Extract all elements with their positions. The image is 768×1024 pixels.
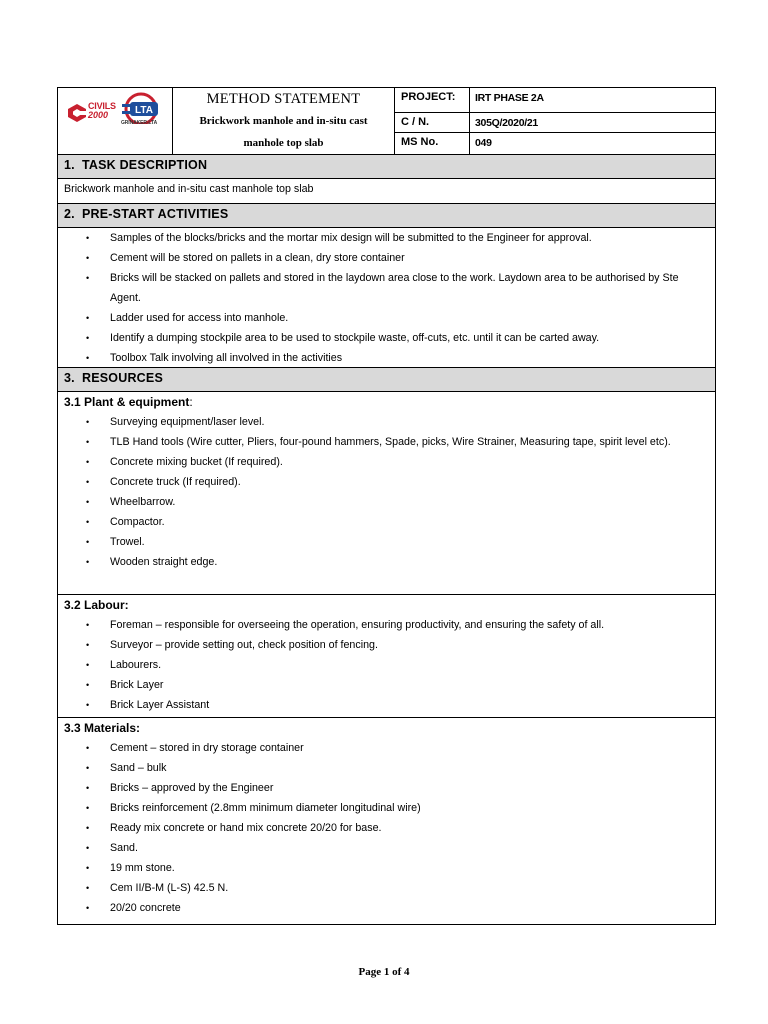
- list-item: • Compactor.: [58, 512, 715, 532]
- civils-2000-logo-icon: [66, 103, 88, 123]
- section-number: 3.: [64, 371, 75, 385]
- document-header: [58, 88, 715, 155]
- project-row: [395, 88, 715, 113]
- materials-heading: 3.3 Materials:: [64, 721, 141, 735]
- svg-text:LTA: LTA: [135, 105, 153, 116]
- list-item: • Bricks will be stacked on pallets and stored in the laydown area close to the work. Laydown area to be authorised by Ste Agent.: [58, 268, 715, 308]
- list-item: • Ladder used for access into manhole.: [58, 308, 715, 328]
- list-item: • Bricks – approved by the Engineer: [58, 778, 715, 798]
- list-item: • Brick Layer: [58, 675, 715, 695]
- plant-equipment-block: [58, 392, 715, 595]
- list-item: • Sand – bulk: [58, 758, 715, 778]
- materials-block: [58, 718, 715, 924]
- list-item: • Surveyor – provide setting out, check position of fencing.: [58, 635, 715, 655]
- section-title: RESOURCES: [82, 371, 163, 385]
- civils-logo-year: 2000: [88, 110, 109, 120]
- contract-value: 305Q/2020/21: [475, 117, 538, 129]
- list-item: • Wheelbarrow.: [58, 492, 715, 512]
- section-title: PRE-START ACTIVITIES: [82, 207, 229, 221]
- section-number: 2.: [64, 207, 75, 221]
- contract-row: [395, 113, 715, 133]
- list-item: • Identify a dumping stockpile area to be used to stockpile waste, off-cuts, etc. until it can be carted away.: [58, 328, 715, 348]
- list-item: • 20/20 concrete: [58, 898, 715, 918]
- grinaker-logo-caption: GRINAKER-LTA: [121, 120, 158, 126]
- ms-number-value: 049: [475, 137, 492, 149]
- list-item: • Trowel.: [58, 532, 715, 552]
- subtitle-line-1: Brickwork manhole and in-situ cast: [199, 115, 368, 127]
- plant-equipment-heading: 3.1 Plant & equipment:: [64, 395, 193, 409]
- project-value: IRT PHASE 2A: [475, 92, 544, 104]
- list-item: • Cem II/B-M (L-S) 42.5 N.: [58, 878, 715, 898]
- ms-number-label: MS No.: [395, 133, 470, 154]
- labour-block: [58, 595, 715, 718]
- company-logos: [58, 88, 173, 154]
- civils-logo-text: CIVILS: [88, 101, 116, 111]
- list-item: • Ready mix concrete or hand mix concrete 20/20 for base.: [58, 818, 715, 838]
- plant-equipment-list: [58, 412, 715, 572]
- page-footer: Page 1 of 4: [358, 966, 410, 978]
- task-description-text: Brickwork manhole and in-situ cast manhole top slab: [58, 180, 715, 204]
- method-statement-document: [57, 87, 716, 925]
- list-item: • Sand.: [58, 838, 715, 858]
- subtitle-line-2: manhole top slab: [243, 137, 324, 149]
- pre-start-list: [58, 228, 715, 368]
- ms-number-row: [395, 133, 715, 154]
- list-item: • Samples of the blocks/bricks and the mortar mix design will be submitted to the Engineer for approval.: [58, 228, 715, 248]
- pre-start-list-block: [58, 228, 715, 368]
- list-item: • Concrete mixing bucket (If required).: [58, 452, 715, 472]
- labour-heading: 3.2 Labour:: [64, 598, 129, 612]
- document-title: METHOD STATEMENT: [206, 91, 361, 107]
- section-pre-start-header: [58, 204, 715, 228]
- section-resources-header: [58, 368, 715, 392]
- list-item: • Cement will be stored on pallets in a clean, dry store container: [58, 248, 715, 268]
- title-cell: [173, 88, 395, 154]
- list-item: • Foreman – responsible for overseeing the operation, ensuring productivity, and ensuring the safety of all.: [58, 615, 715, 635]
- list-item: • TLB Hand tools (Wire cutter, Pliers, four-pound hammers, Spade, picks, Wire Strainer, Measuring tape, spirit level etc).: [58, 432, 715, 452]
- list-item: • Bricks reinforcement (2.8mm minimum diameter longitudinal wire): [58, 798, 715, 818]
- section-title: TASK DESCRIPTION: [82, 158, 208, 172]
- section-task-description-header: [58, 155, 715, 179]
- document-subtitle: [173, 110, 394, 154]
- page-number: 1: [383, 966, 390, 978]
- list-item: • Concrete truck (If required).: [58, 472, 715, 492]
- list-item: • Labourers.: [58, 655, 715, 675]
- page-total: 4: [404, 966, 410, 978]
- list-item: • Surveying equipment/laser level.: [58, 412, 715, 432]
- list-item: • 19 mm stone.: [58, 858, 715, 878]
- project-label: PROJECT:: [395, 88, 470, 112]
- list-item: • Brick Layer Assistant: [58, 695, 715, 715]
- materials-list: [58, 738, 715, 918]
- contract-label: C / N.: [395, 113, 470, 132]
- section-number: 1.: [64, 158, 75, 172]
- list-item: • Wooden straight edge.: [58, 552, 715, 572]
- list-item: • Cement – stored in dry storage container: [58, 738, 715, 758]
- labour-list: [58, 615, 715, 715]
- list-item: • Toolbox Talk involving all involved in the activities: [58, 348, 715, 368]
